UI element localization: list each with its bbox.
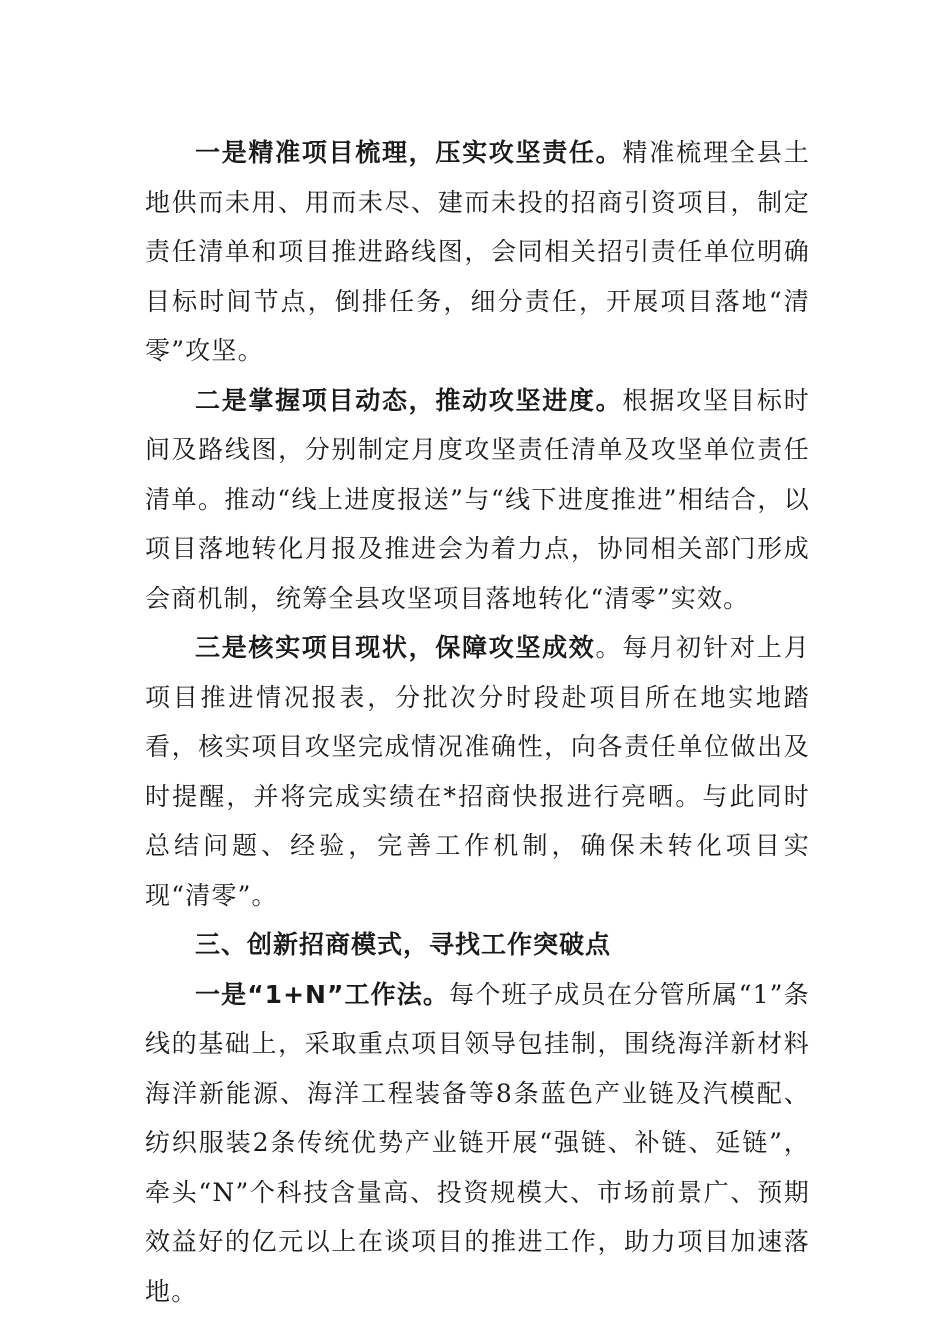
section-heading-text: 三、创新招商模式，寻找工作突破点 [195,930,612,959]
paragraph-1 [145,128,810,376]
paragraph-5-lead: 一是“1+N”工作法。 [195,979,450,1009]
paragraph-3-lead: 三是核实项目现状，保障攻坚成效 [195,633,596,662]
paragraph-2-lead: 二是掌握项目动态，推动攻坚进度。 [195,385,623,415]
paragraph-5 [145,970,810,1317]
section-heading [145,920,810,970]
paragraph-1-body: 精准梳理全县土地供而未用、用而未尽、建而未投的招商引资项目，制定责任清单和项目推进路线图，会同相关招引责任单位明确目标时间节点，倒排任务，细分责任，开展项目落地“清零”攻坚。 [145,138,810,365]
document-body [145,128,810,1316]
paragraph-3 [145,623,810,920]
paragraph-2-body: 根据攻坚目标时间及路线图，分别制定月度攻坚责任清单及攻坚单位责任清单。推动“线上进度报送”与“线下进度推进”相结合，以项目落地转化月报及推进会为着力点，协同相关部门形成会商机制，统筹全县攻坚项目落地转化“清零”实效。 [145,385,810,613]
paragraph-3-body: 。每月初针对上月项目推进情况报表，分批次分时段赴项目所在地实地踏看，核实项目攻坚完成情况准确性，向各责任单位做出及时提醒，并将完成实绩在*招商快报进行亮晒。与此同时总结问题、经验，完善工作机制，确保未转化项目实现“清零”。 [145,633,810,910]
paragraph-2 [145,376,810,624]
paragraph-1-lead: 一是精准项目梳理，压实攻坚责任。 [195,138,623,167]
paragraph-5-body: 每个班子成员在分管所属“1”条线的基础上，采取重点项目领导包挂制，围绕海洋新材料海洋新能源、海洋工程装备等8条蓝色产业链及汽模配、纺织服装2条传统优势产业链开展“强链、补链、延链”，牵头“N”个科技含量高、投资规模大、市场前景广、预期效益好的亿元以上在谈项目的推进工作，助力项目加速落地。 [145,979,810,1306]
